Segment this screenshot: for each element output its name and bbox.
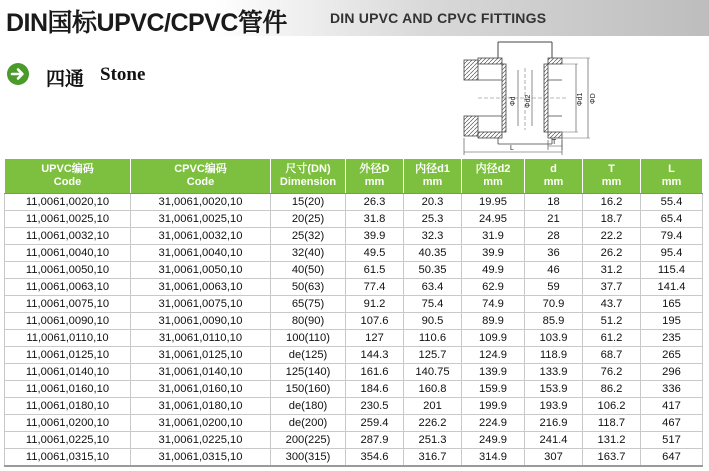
dim-d2-label: Φd2: [525, 94, 532, 108]
table-cell: 86.2: [583, 381, 641, 398]
table-cell: 31,0061,0032,10: [131, 228, 271, 245]
table-cell: 50(63): [271, 279, 346, 296]
table-cell: 336: [641, 381, 703, 398]
column-header: [346, 159, 404, 194]
table-row: [5, 381, 703, 398]
table-cell: 165: [641, 296, 703, 313]
table-cell: 106.2: [583, 398, 641, 415]
table-cell: 26.2: [583, 245, 641, 262]
table-cell: 28: [525, 228, 583, 245]
table-cell: 314.9: [462, 449, 525, 467]
table-cell: 11,0061,0110,10: [5, 330, 131, 347]
table-cell: 19.95: [462, 194, 525, 211]
table-cell: 159.9: [462, 381, 525, 398]
table-cell: 25.3: [404, 211, 462, 228]
table-cell: 139.9: [462, 364, 525, 381]
table-cell: 43.7: [583, 296, 641, 313]
table-cell: 107.6: [346, 313, 404, 330]
table-cell: 18: [525, 194, 583, 211]
table-cell: 32(40): [271, 245, 346, 262]
table-cell: 216.9: [525, 415, 583, 432]
table-cell: 31.8: [346, 211, 404, 228]
table-cell: 46: [525, 262, 583, 279]
table-cell: 133.9: [525, 364, 583, 381]
table-row: [5, 364, 703, 381]
table-row: [5, 296, 703, 313]
table-cell: 31,0061,0050,10: [131, 262, 271, 279]
table-cell: 241.4: [525, 432, 583, 449]
table-row: [5, 262, 703, 279]
table-cell: 11,0061,0032,10: [5, 228, 131, 245]
table-cell: 91.2: [346, 296, 404, 313]
table-row: [5, 279, 703, 296]
column-header: [271, 159, 346, 194]
table-cell: de(200): [271, 415, 346, 432]
table-cell: 31,0061,0160,10: [131, 381, 271, 398]
table-cell: 161.6: [346, 364, 404, 381]
table-cell: 11,0061,0125,10: [5, 347, 131, 364]
dim-d-label: Φd: [510, 96, 517, 106]
table-cell: 63.4: [404, 279, 462, 296]
table-cell: 65.4: [641, 211, 703, 228]
table-cell: 163.7: [583, 449, 641, 467]
table-cell: 62.9: [462, 279, 525, 296]
page-title: DIN国标UPVC/CPVC管件: [6, 9, 287, 37]
column-header-label: 尺寸(DN): [285, 163, 331, 175]
table-cell: 131.2: [583, 432, 641, 449]
page-subtitle: DIN UPVC AND CPVC FITTINGS: [330, 10, 547, 26]
table-row: [5, 228, 703, 245]
table-cell: 249.9: [462, 432, 525, 449]
table-cell: 11,0061,0025,10: [5, 211, 131, 228]
table-cell: 18.7: [583, 211, 641, 228]
table-cell: 31,0061,0315,10: [131, 449, 271, 467]
table-row: [5, 415, 703, 432]
table-cell: 31,0061,0110,10: [131, 330, 271, 347]
column-header-label: CPVC编码: [174, 163, 227, 175]
table-cell: 100(110): [271, 330, 346, 347]
table-cell: 90.5: [404, 313, 462, 330]
table-cell: 11,0061,0040,10: [5, 245, 131, 262]
column-header: [583, 159, 641, 194]
section-title-en: Stone: [100, 64, 146, 85]
table-cell: 74.9: [462, 296, 525, 313]
table-cell: 31,0061,0180,10: [131, 398, 271, 415]
table-cell: de(180): [271, 398, 346, 415]
table-body: [5, 194, 703, 467]
dim-L-label: L: [510, 145, 514, 152]
column-header-unit: Code: [186, 176, 215, 188]
dim-d1-label: Φd1: [577, 92, 584, 106]
table-cell: 144.3: [346, 347, 404, 364]
table-cell: 61.5: [346, 262, 404, 279]
table-cell: 200(225): [271, 432, 346, 449]
table-cell: 118.9: [525, 347, 583, 364]
table-cell: 31,0061,0125,10: [131, 347, 271, 364]
table-cell: 77.4: [346, 279, 404, 296]
table-cell: 24.95: [462, 211, 525, 228]
column-header-label: 外径D: [359, 163, 390, 175]
dim-T-label: T: [552, 139, 557, 146]
table-cell: 31,0061,0200,10: [131, 415, 271, 432]
table-cell: 76.2: [583, 364, 641, 381]
table-cell: 259.4: [346, 415, 404, 432]
table-cell: 124.9: [462, 347, 525, 364]
table-cell: 31,0061,0090,10: [131, 313, 271, 330]
table-cell: 11,0061,0160,10: [5, 381, 131, 398]
table-cell: 65(75): [271, 296, 346, 313]
table-cell: 647: [641, 449, 703, 467]
table-cell: 32.3: [404, 228, 462, 245]
column-header-label: 内径d1: [415, 163, 450, 175]
table-cell: 199.9: [462, 398, 525, 415]
column-header-unit: mm: [483, 176, 503, 188]
table-cell: 61.2: [583, 330, 641, 347]
dim-D-label: ΦD: [590, 93, 597, 104]
column-header-label: d: [550, 163, 557, 175]
table-cell: 110.6: [404, 330, 462, 347]
table-cell: 115.4: [641, 262, 703, 279]
table-cell: 49.5: [346, 245, 404, 262]
table-cell: 36: [525, 245, 583, 262]
table-cell: 140.75: [404, 364, 462, 381]
table-cell: 11,0061,0180,10: [5, 398, 131, 415]
table-cell: de(125): [271, 347, 346, 364]
table-cell: 265: [641, 347, 703, 364]
table-cell: 11,0061,0020,10: [5, 194, 131, 211]
table-cell: 307: [525, 449, 583, 467]
table-cell: 226.2: [404, 415, 462, 432]
table-cell: 184.6: [346, 381, 404, 398]
table-cell: 20.3: [404, 194, 462, 211]
table-cell: 39.9: [462, 245, 525, 262]
table-cell: 11,0061,0075,10: [5, 296, 131, 313]
column-header-unit: mm: [422, 176, 443, 188]
table-cell: 95.4: [641, 245, 703, 262]
table-cell: 51.2: [583, 313, 641, 330]
table-cell: 68.7: [583, 347, 641, 364]
table-cell: 50.35: [404, 262, 462, 279]
table-cell: 20(25): [271, 211, 346, 228]
column-header: [525, 159, 583, 194]
table-cell: 70.9: [525, 296, 583, 313]
table-cell: 22.2: [583, 228, 641, 245]
column-header-unit: mm: [661, 176, 682, 188]
table-cell: 11,0061,0140,10: [5, 364, 131, 381]
table-cell: 31,0061,0040,10: [131, 245, 271, 262]
table-cell: 31,0061,0225,10: [131, 432, 271, 449]
table-cell: 235: [641, 330, 703, 347]
spec-table: [4, 158, 703, 467]
table-cell: 467: [641, 415, 703, 432]
column-header: [131, 159, 271, 194]
table-row: [5, 194, 703, 211]
table-cell: 31,0061,0063,10: [131, 279, 271, 296]
table-cell: 15(20): [271, 194, 346, 211]
table-cell: 287.9: [346, 432, 404, 449]
table-cell: 11,0061,0050,10: [5, 262, 131, 279]
table-cell: 141.4: [641, 279, 703, 296]
table-cell: 150(160): [271, 381, 346, 398]
table-cell: 40(50): [271, 262, 346, 279]
table-cell: 296: [641, 364, 703, 381]
table-cell: 300(315): [271, 449, 346, 467]
table-row: [5, 245, 703, 262]
column-header-label: 内径d2: [475, 163, 511, 175]
table-cell: 89.9: [462, 313, 525, 330]
table-cell: 75.4: [404, 296, 462, 313]
table-cell: 49.9: [462, 262, 525, 279]
table-cell: 31,0061,0020,10: [131, 194, 271, 211]
column-header-unit: Dimension: [279, 176, 337, 188]
table-cell: 125.7: [404, 347, 462, 364]
table-cell: 230.5: [346, 398, 404, 415]
table-cell: 39.9: [346, 228, 404, 245]
table-cell: 11,0061,0225,10: [5, 432, 131, 449]
cross-fitting-diagram: [458, 38, 618, 156]
table-cell: 59: [525, 279, 583, 296]
table-cell: 79.4: [641, 228, 703, 245]
table-cell: 11,0061,0200,10: [5, 415, 131, 432]
column-header-unit: mm: [364, 176, 385, 188]
table-row: [5, 313, 703, 330]
table-header-row: [5, 159, 703, 194]
column-header-unit: Code: [53, 176, 82, 188]
table-cell: 31,0061,0025,10: [131, 211, 271, 228]
table-cell: 21: [525, 211, 583, 228]
table-cell: 80(90): [271, 313, 346, 330]
table-cell: 125(140): [271, 364, 346, 381]
table-cell: 251.3: [404, 432, 462, 449]
section-title-cn: 四通: [46, 68, 85, 90]
table-cell: 31.2: [583, 262, 641, 279]
table-cell: 103.9: [525, 330, 583, 347]
table-row: [5, 347, 703, 364]
table-cell: 417: [641, 398, 703, 415]
table-cell: 55.4: [641, 194, 703, 211]
table-cell: 224.9: [462, 415, 525, 432]
table-cell: 11,0061,0090,10: [5, 313, 131, 330]
circle-arrow-right-icon: [6, 62, 30, 86]
table-cell: 127: [346, 330, 404, 347]
table-cell: 26.3: [346, 194, 404, 211]
table-cell: 201: [404, 398, 462, 415]
table-row: [5, 449, 703, 467]
table-cell: 37.7: [583, 279, 641, 296]
table-cell: 85.9: [525, 313, 583, 330]
column-header-unit: mm: [601, 176, 622, 188]
column-header-unit: mm: [543, 176, 564, 188]
table-cell: 118.7: [583, 415, 641, 432]
table-cell: 31,0061,0140,10: [131, 364, 271, 381]
table-cell: 160.8: [404, 381, 462, 398]
column-header-label: T: [608, 163, 615, 175]
table-cell: 195: [641, 313, 703, 330]
column-header: [641, 159, 703, 194]
table-cell: 193.9: [525, 398, 583, 415]
table-cell: 11,0061,0315,10: [5, 449, 131, 467]
table-cell: 31,0061,0075,10: [131, 296, 271, 313]
column-header: [404, 159, 462, 194]
table-cell: 25(32): [271, 228, 346, 245]
table-cell: 517: [641, 432, 703, 449]
table-cell: 11,0061,0063,10: [5, 279, 131, 296]
table-cell: 109.9: [462, 330, 525, 347]
table-cell: 40.35: [404, 245, 462, 262]
table-cell: 153.9: [525, 381, 583, 398]
table-cell: 316.7: [404, 449, 462, 467]
column-header: [462, 159, 525, 194]
table-cell: 354.6: [346, 449, 404, 467]
table-row: [5, 211, 703, 228]
table-row: [5, 398, 703, 415]
column-header: [5, 159, 131, 194]
column-header-label: UPVC编码: [41, 163, 94, 175]
title-bar: [0, 0, 709, 36]
column-header-label: L: [668, 163, 675, 175]
table-cell: 31.9: [462, 228, 525, 245]
table-row: [5, 432, 703, 449]
table-cell: 16.2: [583, 194, 641, 211]
table-row: [5, 330, 703, 347]
